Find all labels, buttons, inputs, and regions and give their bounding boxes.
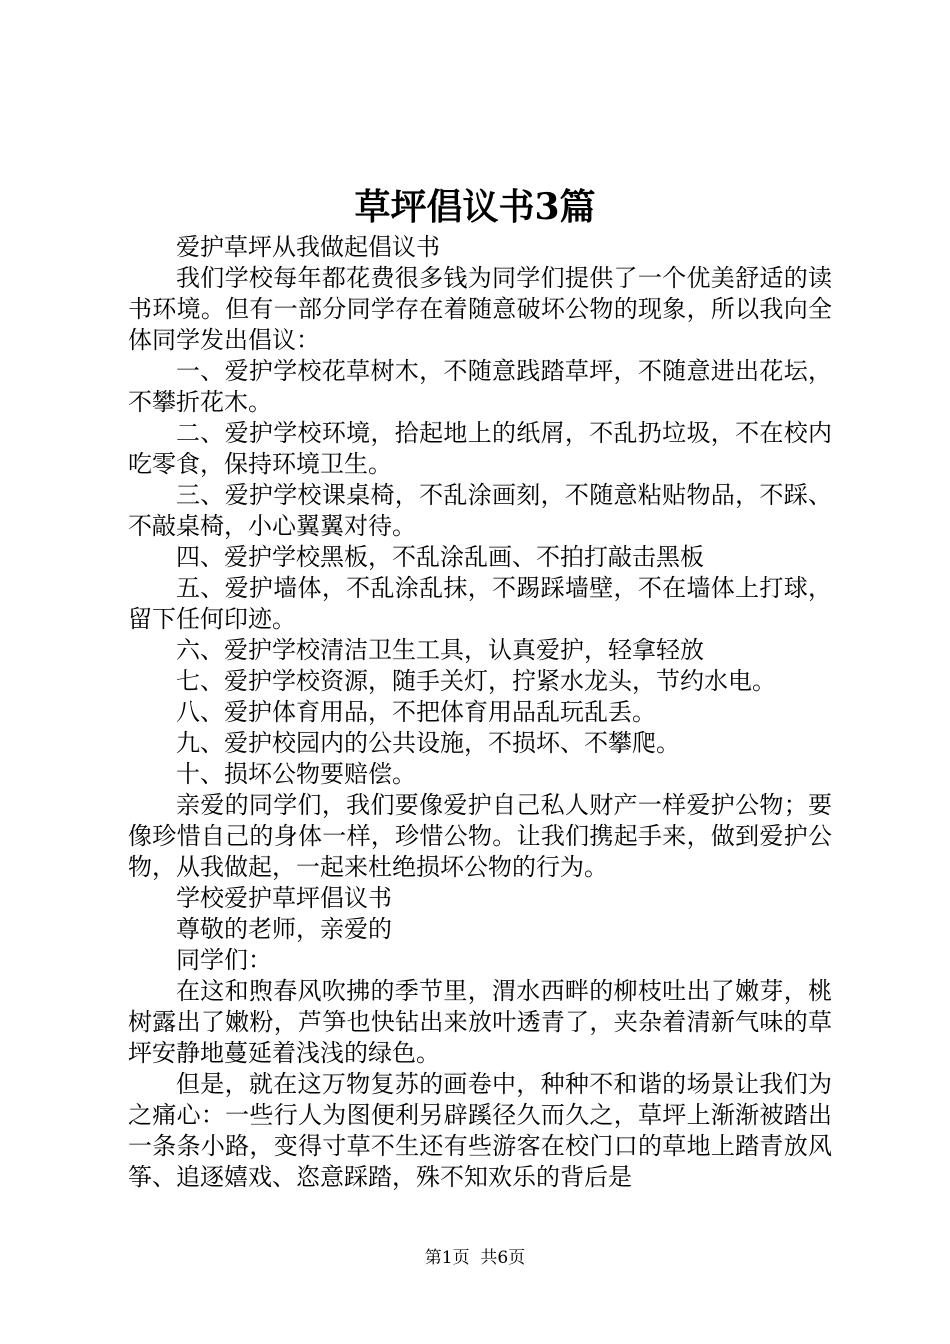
paragraph: 四、爱护学校黑板，不乱涂乱画、不拍打敲击黑板 — [176, 543, 704, 571]
paragraph: 十、损坏公物要赔偿。 — [176, 760, 416, 788]
paragraph: 在这和煦春风吹拂的季节里，渭水西畔的柳枝吐出了嫩芽，桃树露出了嫩粉，芦笋也快钻出来放叶透青了，夹杂着清新气味的草坪安静地蔓延着浅浅的绿色。 — [128, 977, 832, 1067]
document-body — [128, 232, 832, 1193]
paragraph: 二、爱护学校环境，拾起地上的纸屑，不乱扔垃圾，不在校内吃零食，保持环境卫生。 — [128, 419, 832, 478]
paragraph: 亲爱的同学们，我们要像爱护自己私人财产一样爱护公物；要像珍惜自己的身体一样，珍惜公物。让我们携起手来，做到爱护公物，从我做起，一起来杜绝损坏公物的行为。 — [128, 791, 832, 881]
paragraph: 八、爱护体育用品，不把体育用品乱玩乱丢。 — [176, 698, 656, 726]
paragraph: 七、爱护学校资源，随手关灯，拧紧水龙头，节约水电。 — [176, 667, 776, 695]
paragraph: 我们学校每年都花费很多钱为同学们提供了一个优美舒适的读书环境。但有一部分同学存在着随意破坏公物的现象，所以我向全体同学发出倡议： — [128, 264, 832, 354]
page-number: 第1页 — [424, 1248, 470, 1268]
paragraph: 爱护草坪从我做起倡议书 — [176, 233, 440, 261]
paragraph: 六、爱护学校清洁卫生工具，认真爱护，轻拿轻放 — [176, 636, 704, 664]
paragraph: 同学们： — [176, 946, 272, 974]
paragraph: 但是，就在这万物复苏的画卷中，种种不和谐的场景让我们为之痛心：一些行人为图便利另辟蹊径久而久之，草坪上渐渐被踏出一条条小路，变得寸草不生还有些游客在校门口的草地上踏青放风筝、追逐嬉戏、恣意踩踏，殊不知欢乐的背后是 — [128, 1070, 832, 1191]
paragraph: 学校爱护草坪倡议书 — [176, 884, 392, 912]
paragraph: 三、爱护学校课桌椅，不乱涂画刻，不随意粘贴物品，不踩、不敲桌椅，小心翼翼对待。 — [128, 481, 832, 540]
paragraph: 九、爱护校园内的公共设施，不损坏、不攀爬。 — [176, 729, 680, 757]
paragraph: 五、爱护墙体，不乱涂乱抹，不踢踩墙壁，不在墙体上打球，留下任何印迹。 — [128, 574, 832, 633]
paragraph: 尊敬的老师，亲爱的 — [176, 915, 392, 943]
page-total: 共6页 — [480, 1248, 526, 1268]
page-footer — [0, 1243, 950, 1268]
paragraph: 一、爱护学校花草树木，不随意践踏草坪，不随意进出花坛，不攀折花木。 — [128, 357, 832, 416]
document-title: 草坪倡议书3篇 — [354, 186, 596, 228]
